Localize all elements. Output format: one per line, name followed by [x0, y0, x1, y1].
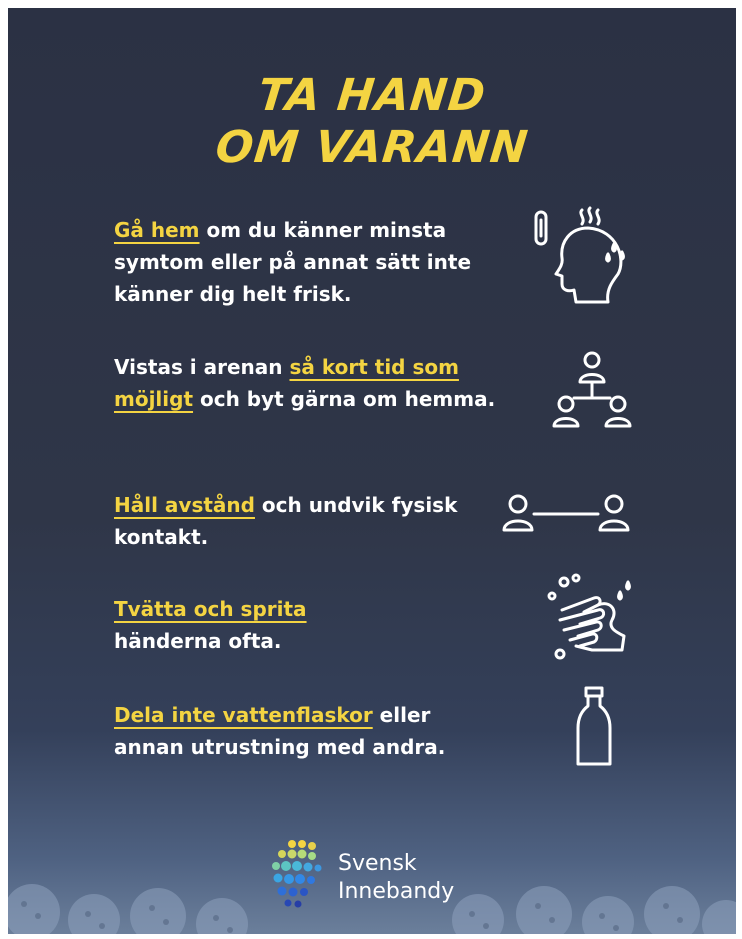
guideline-highlight: Tvätta och sprita: [114, 597, 307, 621]
logo-text-line-2: Innebandy: [338, 879, 455, 904]
guideline-text: händerna ofta.: [114, 629, 282, 653]
guideline-highlight: Gå hem: [114, 218, 200, 242]
title-line-1: TA HAND: [255, 70, 489, 121]
guideline-go-home: [114, 214, 504, 310]
guideline-text: om du känner minsta symtom eller på annat sätt inte känner dig helt frisk.: [114, 218, 472, 306]
logo-dots-icon: [266, 836, 332, 912]
guideline-highlight: Håll avstånd: [114, 493, 255, 517]
guideline-keep-distance: [114, 489, 504, 553]
guideline-highlight: Dela inte vattenflaskor: [114, 703, 373, 727]
guideline-wash-hands: [114, 593, 504, 657]
guideline-highlight: så kort tid som möjligt: [114, 355, 459, 411]
guideline-no-sharing: [114, 699, 504, 763]
title-line-2: OM VARANN: [213, 122, 531, 173]
svensk-innebandy-logo: [266, 836, 496, 916]
guideline-text: eller annan utrustning med andra.: [114, 703, 446, 759]
people-group-icon: [546, 346, 638, 436]
guideline-text: och undvik fysisk kontakt.: [114, 493, 458, 549]
water-bottle-icon: [574, 684, 614, 770]
distance-people-icon: [496, 488, 636, 544]
guideline-short-time: [114, 351, 504, 415]
guideline-text: och byt gärna om hemma.: [193, 387, 496, 411]
guideline-text-pre: Vistas i arenan: [114, 355, 290, 379]
poster: [8, 8, 736, 934]
logo-text-line-1: Svensk: [338, 851, 417, 876]
logo-text: [338, 850, 454, 906]
hand-washing-icon: [540, 570, 640, 664]
sick-person-thermometer-icon: [526, 204, 636, 310]
